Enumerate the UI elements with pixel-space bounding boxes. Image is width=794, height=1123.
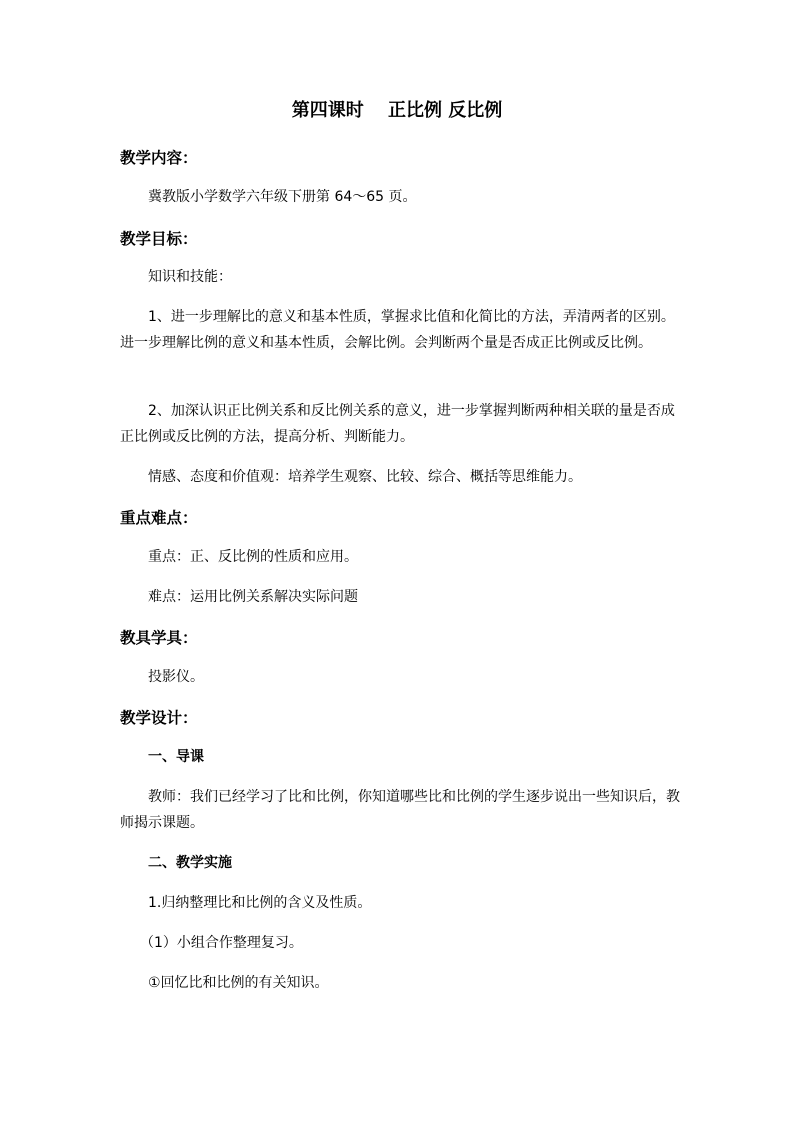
paragraph-teaching-content: 冀教版小学数学六年级下册第 64～65 页。 xyxy=(148,189,417,205)
subheading-implementation: 二、教学实施 xyxy=(148,855,232,871)
paragraph-step-1: 1.归纳整理比和比例的含义及性质。 xyxy=(148,895,372,911)
paragraph-teaching-tools: 投影仪。 xyxy=(148,669,204,685)
heading-teaching-content: 教学内容： xyxy=(120,149,198,167)
paragraph-skills-label: 知识和技能： xyxy=(148,269,232,285)
lesson-title: 第四课时 正比例 反比例 xyxy=(291,100,503,121)
paragraph-emotion-goal: 情感、态度和价值观：培养学生观察、比较、综合、概括等思维能力。 xyxy=(148,469,582,485)
paragraph-step-1-sub: （1）小组合作整理复习。 xyxy=(140,935,303,951)
heading-key-points: 重点难点： xyxy=(120,509,198,527)
heading-teaching-tools: 教具学具： xyxy=(120,629,198,647)
subheading-introduction: 一、导课 xyxy=(148,749,204,765)
paragraph-goal-1: 1、进一步理解比的意义和基本性质，掌握求比值和化简比的方法，弄清两者的区别。进一步理解比例的意义和基本性质，会解比例。会判断两个量是否成正比例或反比例。 xyxy=(120,309,675,351)
paragraph-goal-2: 2、加深认识正比例关系和反比例关系的意义，进一步掌握判断两种相关联的量是否成正比例或反比例的方法，提高分析、判断能力。 xyxy=(120,403,675,445)
heading-teaching-design: 教学设计： xyxy=(120,709,198,727)
paragraph-difficult-point: 难点：运用比例关系解决实际问题 xyxy=(148,589,358,605)
paragraph-step-1-sub-a: ①回忆比和比例的有关知识。 xyxy=(148,975,329,991)
paragraph-key-point: 重点：正、反比例的性质和应用。 xyxy=(148,549,358,565)
paragraph-introduction: 教师：我们已经学习了比和比例，你知道哪些比和比例的学生逐步说出一些知识后，教师揭示课题。 xyxy=(120,789,680,831)
heading-teaching-goals: 教学目标： xyxy=(120,230,198,248)
